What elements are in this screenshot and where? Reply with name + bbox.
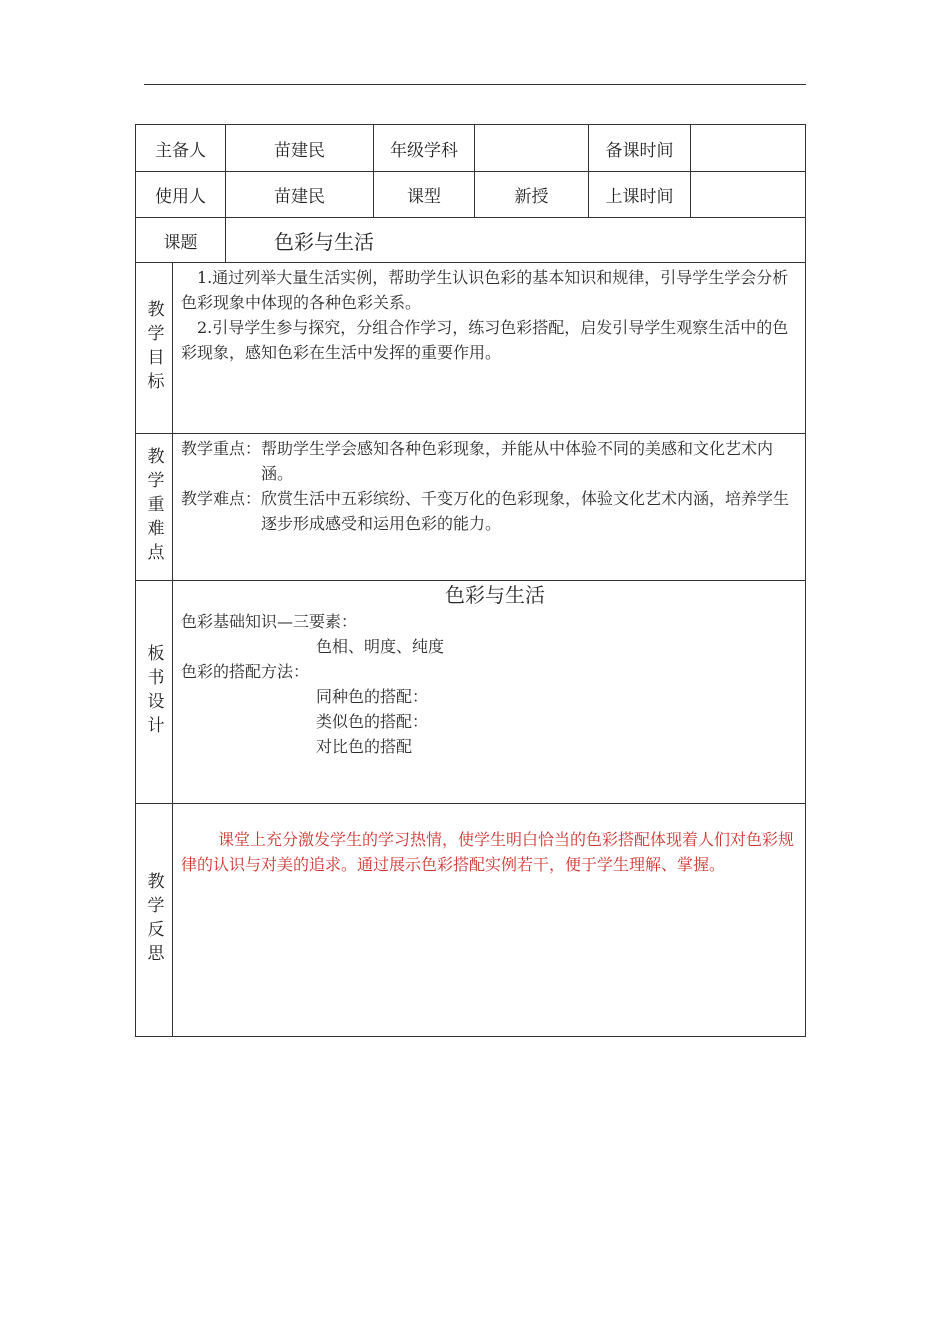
board-content [173, 581, 805, 804]
grade-label: 年级学科 [374, 125, 475, 172]
lesson-plan-table [135, 124, 806, 1037]
class-time-label: 上课时间 [589, 172, 691, 218]
user-value: 苗建民 [226, 172, 374, 218]
difficult-point-text: 欣赏生活中五彩缤纷、千变万化的色彩现象，体验文化艺术内涵，培养学生逐步形成感受和运用色彩的能力。 [261, 489, 790, 533]
difficult-point-label: 教学难点： [181, 489, 262, 508]
class-time-value [691, 172, 805, 218]
header-rule [144, 84, 806, 85]
goals-content [173, 263, 805, 434]
topic-label: 课题 [136, 218, 226, 263]
prep-time-value [691, 125, 805, 172]
board-line-4: 同种色的搭配： [316, 687, 429, 706]
focus-label: 教学重难点 [136, 434, 173, 581]
type-label: 课型 [374, 172, 475, 218]
difficult-point [181, 486, 799, 536]
board-line-2: 色相、明度、纯度 [316, 637, 445, 656]
user-label: 使用人 [136, 172, 226, 218]
topic-value: 色彩与生活 [226, 218, 805, 263]
board-line-6: 对比色的搭配 [316, 737, 413, 756]
prep-time-label: 备课时间 [589, 125, 691, 172]
grade-value [475, 125, 589, 172]
goal-item-2: 2.引导学生参与探究，分组合作学习，练习色彩搭配，启发引导学生观察生活中的色彩现象，感知色彩在生活中发挥的重要作用。 [181, 318, 789, 362]
board-title: 色彩与生活 [445, 583, 545, 607]
goal-item-1: 1.通过列举大量生活实例，帮助学生认识色彩的基本知识和规律，引导学生学会分析色彩现象中体现的各种色彩关系。 [181, 268, 789, 312]
lead-value: 苗建民 [226, 125, 374, 172]
board-line-1: 色彩基础知识—三要素： [181, 612, 358, 631]
focus-content [173, 434, 805, 581]
reflection-label: 教学反思 [136, 804, 173, 1036]
key-point-text: 帮助学生学会感知各种色彩现象，并能从中体验不同的美感和文化艺术内涵。 [261, 439, 774, 483]
board-line-3: 色彩的搭配方法： [181, 662, 310, 681]
lead-label: 主备人 [136, 125, 226, 172]
key-point-label: 教学重点： [181, 439, 262, 458]
reflection-text: 课堂上充分激发学生的学习热情，使学生明白恰当的色彩搭配体现着人们对色彩规律的认识与对美的追求。通过展示色彩搭配实例若干，便于学生理解、掌握。 [181, 830, 795, 874]
board-line-5: 类似色的搭配： [316, 712, 429, 731]
reflection-content [173, 804, 805, 1036]
key-point [181, 436, 799, 486]
type-value: 新授 [475, 172, 589, 218]
board-label: 板书设计 [136, 581, 173, 804]
goals-label: 教学目标 [136, 263, 173, 434]
